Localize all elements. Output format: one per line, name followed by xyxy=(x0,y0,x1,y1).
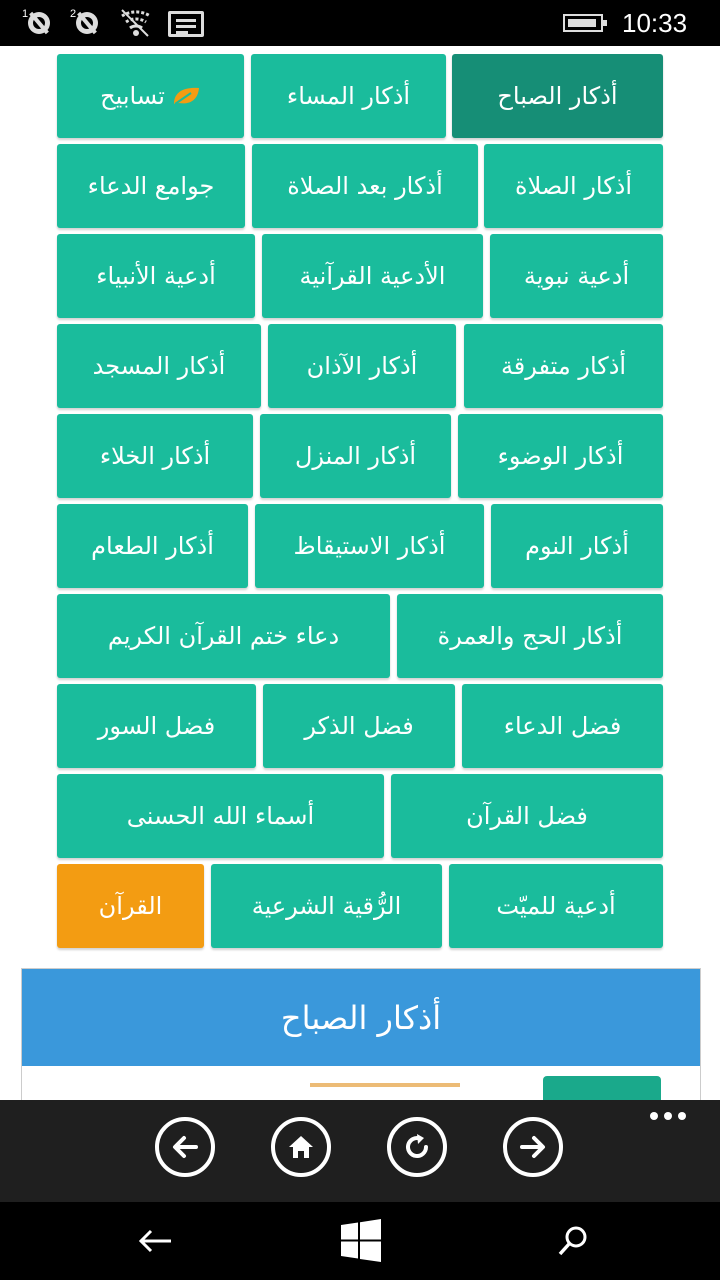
btn-label: أذكار الوضوء xyxy=(497,442,624,470)
btn-quranic-duas[interactable] xyxy=(262,234,483,318)
btn-label: الأدعية القرآنية xyxy=(299,262,446,290)
forward-button[interactable] xyxy=(503,1117,563,1177)
btn-adhan-adhkar[interactable] xyxy=(268,324,456,408)
category-grid xyxy=(57,54,663,954)
back-arrow-icon xyxy=(137,1226,173,1256)
btn-quran[interactable] xyxy=(57,864,204,948)
btn-after-prayer-adhkar[interactable] xyxy=(252,144,478,228)
leaf-icon xyxy=(171,85,201,107)
sim1-no-signal-icon xyxy=(22,8,56,38)
btn-label: دعاء ختم القرآن الكريم xyxy=(107,622,340,650)
search-icon xyxy=(556,1224,590,1258)
sim2-label: 2 xyxy=(70,8,77,20)
btn-label: أذكار المسجد xyxy=(92,352,226,380)
btn-label: أسماء الله الحسنى xyxy=(126,802,315,830)
btn-label: فضل الذكر xyxy=(304,712,414,740)
btn-label: أذكار المنزل xyxy=(294,442,417,470)
btn-evening-adhkar[interactable] xyxy=(251,54,446,138)
btn-label: أدعية الأنبياء xyxy=(96,262,216,290)
btn-food-adhkar[interactable] xyxy=(57,504,248,588)
btn-label: أذكار الآذان xyxy=(306,352,418,380)
sim1-label: 1 xyxy=(22,8,29,20)
btn-label: فضل القرآن xyxy=(466,802,588,830)
refresh-button[interactable] xyxy=(387,1117,447,1177)
btn-label: الرُّقية الشرعية xyxy=(251,892,402,920)
more-icon[interactable] xyxy=(650,1112,686,1120)
grid-row xyxy=(57,864,663,948)
nav-back-button[interactable] xyxy=(130,1202,180,1280)
btn-tasabih[interactable] xyxy=(57,54,244,138)
grid-row xyxy=(57,684,663,768)
btn-prophetic-duas[interactable] xyxy=(490,234,663,318)
home-button[interactable] xyxy=(271,1117,331,1177)
btn-label: أذكار الخلاء xyxy=(99,442,211,470)
card-body-text-partial xyxy=(310,1083,460,1087)
btn-prophets-duas[interactable] xyxy=(57,234,255,318)
btn-hajj-umrah-adhkar[interactable] xyxy=(397,594,663,678)
grid-row xyxy=(57,144,663,228)
btn-quran-completion-dua[interactable] xyxy=(57,594,390,678)
status-icons xyxy=(22,8,204,38)
sim2-no-signal-icon xyxy=(70,8,104,38)
clock: 10:33 xyxy=(622,8,688,38)
back-icon xyxy=(168,1130,202,1164)
back-button[interactable] xyxy=(155,1117,215,1177)
status-bar xyxy=(0,0,720,46)
wifi-icon xyxy=(118,8,154,38)
app-bar xyxy=(0,1100,720,1202)
nav-start-button[interactable] xyxy=(336,1202,386,1280)
btn-label: أذكار المساء xyxy=(286,82,411,110)
btn-label: أذكار الطعام xyxy=(91,532,214,560)
home-icon xyxy=(284,1130,318,1164)
btn-label: أذكار الصلاة xyxy=(515,172,632,200)
content-card xyxy=(21,968,701,1110)
windows-start-icon xyxy=(339,1219,383,1263)
btn-virtue-of-quran[interactable] xyxy=(391,774,663,858)
btn-ruqyah[interactable] xyxy=(211,864,442,948)
btn-virtue-of-surahs[interactable] xyxy=(57,684,256,768)
btn-duas-for-deceased[interactable] xyxy=(449,864,663,948)
btn-virtue-of-dhikr[interactable] xyxy=(263,684,455,768)
btn-label: أذكار الصباح xyxy=(497,82,618,110)
btn-label: أدعية للميّت xyxy=(496,892,616,920)
nav-search-button[interactable] xyxy=(548,1202,598,1280)
battery-icon xyxy=(563,14,603,32)
btn-label: أذكار متفرقة xyxy=(500,352,627,380)
nav-bar xyxy=(0,1202,720,1280)
message-icon xyxy=(168,11,204,37)
btn-label: فضل السور xyxy=(97,712,216,740)
grid-row xyxy=(57,504,663,588)
btn-label: أدعية نبوية xyxy=(523,262,630,290)
btn-wudu-adhkar[interactable] xyxy=(458,414,663,498)
btn-label: أذكار بعد الصلاة xyxy=(287,172,443,200)
btn-misc-adhkar[interactable] xyxy=(464,324,663,408)
btn-sleep-adhkar[interactable] xyxy=(491,504,663,588)
btn-label: أذكار النوم xyxy=(525,532,629,560)
grid-row xyxy=(57,54,663,138)
grid-row xyxy=(57,324,663,408)
btn-label: جوامع الدعاء xyxy=(87,172,215,200)
btn-comprehensive-duas[interactable] xyxy=(57,144,245,228)
btn-restroom-adhkar[interactable] xyxy=(57,414,253,498)
btn-prayer-adhkar[interactable] xyxy=(484,144,663,228)
btn-home-adhkar[interactable] xyxy=(260,414,451,498)
btn-label: فضل الدعاء xyxy=(503,712,622,740)
refresh-icon xyxy=(400,1130,434,1164)
btn-morning-adhkar[interactable] xyxy=(452,54,663,138)
btn-names-of-allah[interactable] xyxy=(57,774,384,858)
grid-row xyxy=(57,234,663,318)
card-title: أذكار الصباح xyxy=(22,969,700,1066)
btn-label: القرآن xyxy=(98,892,163,920)
btn-virtue-of-dua[interactable] xyxy=(462,684,663,768)
btn-mosque-adhkar[interactable] xyxy=(57,324,261,408)
btn-waking-adhkar[interactable] xyxy=(255,504,484,588)
grid-row xyxy=(57,774,663,858)
btn-label: تسابيح xyxy=(100,82,165,110)
grid-row xyxy=(57,594,663,678)
btn-label: أذكار الحج والعمرة xyxy=(437,622,623,650)
btn-label: أذكار الاستيقاظ xyxy=(293,532,446,560)
forward-icon xyxy=(516,1130,550,1164)
grid-row xyxy=(57,414,663,498)
